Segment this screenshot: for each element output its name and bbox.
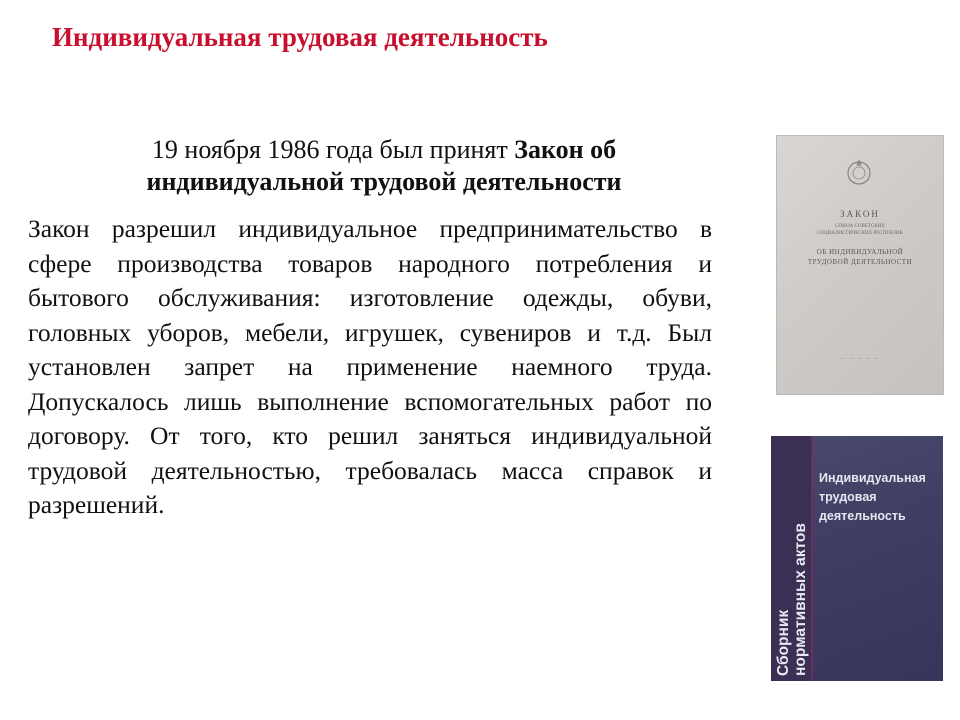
book-spine-text: Сборник нормативных актов	[775, 523, 809, 676]
slide-title: Индивидуальная трудовая деятельность	[52, 22, 548, 52]
law-name: Закон об индивидуальной трудовой деятельности	[146, 135, 622, 196]
intro-paragraph	[78, 134, 690, 198]
book-gray-title: ЗАКОН	[840, 209, 880, 219]
intro-text: 19 ноября 1986 года был принят	[151, 135, 515, 164]
book-cover-law	[776, 135, 944, 395]
book-gray-law-title: ОБ ИНДИВИДУАЛЬНОЙ ТРУДОВОЙ ДЕЯТЕЛЬНОСТИ	[807, 248, 913, 266]
book-gray-subtitle: СОЮЗА СОВЕТСКИХ СОЦИАЛИСТИЧЕСКИХ РЕСПУБЛИК	[817, 224, 903, 236]
ussr-emblem-icon	[844, 157, 874, 191]
book-purple-title: Индивидуальная трудовая деятельность	[819, 471, 926, 523]
book-gray-footer: — — — — —	[840, 357, 880, 362]
book-cover-collection	[771, 436, 943, 681]
body-paragraph: Закон разрешил индивидуальное предпринимательство в сфере производства товаров народного потребления и бытового обслуживания: изготовление одежды, обуви, головных уборов, мебели, игрушек, сувениров и т.д. Был установлен запрет на применение наемного труда. Допускалось лишь выполнение вспомогательных работ по договору. От того, кто решил заняться индивидуальной трудовой деятельностью, требовалась масса справок и разрешений.	[28, 214, 712, 519]
